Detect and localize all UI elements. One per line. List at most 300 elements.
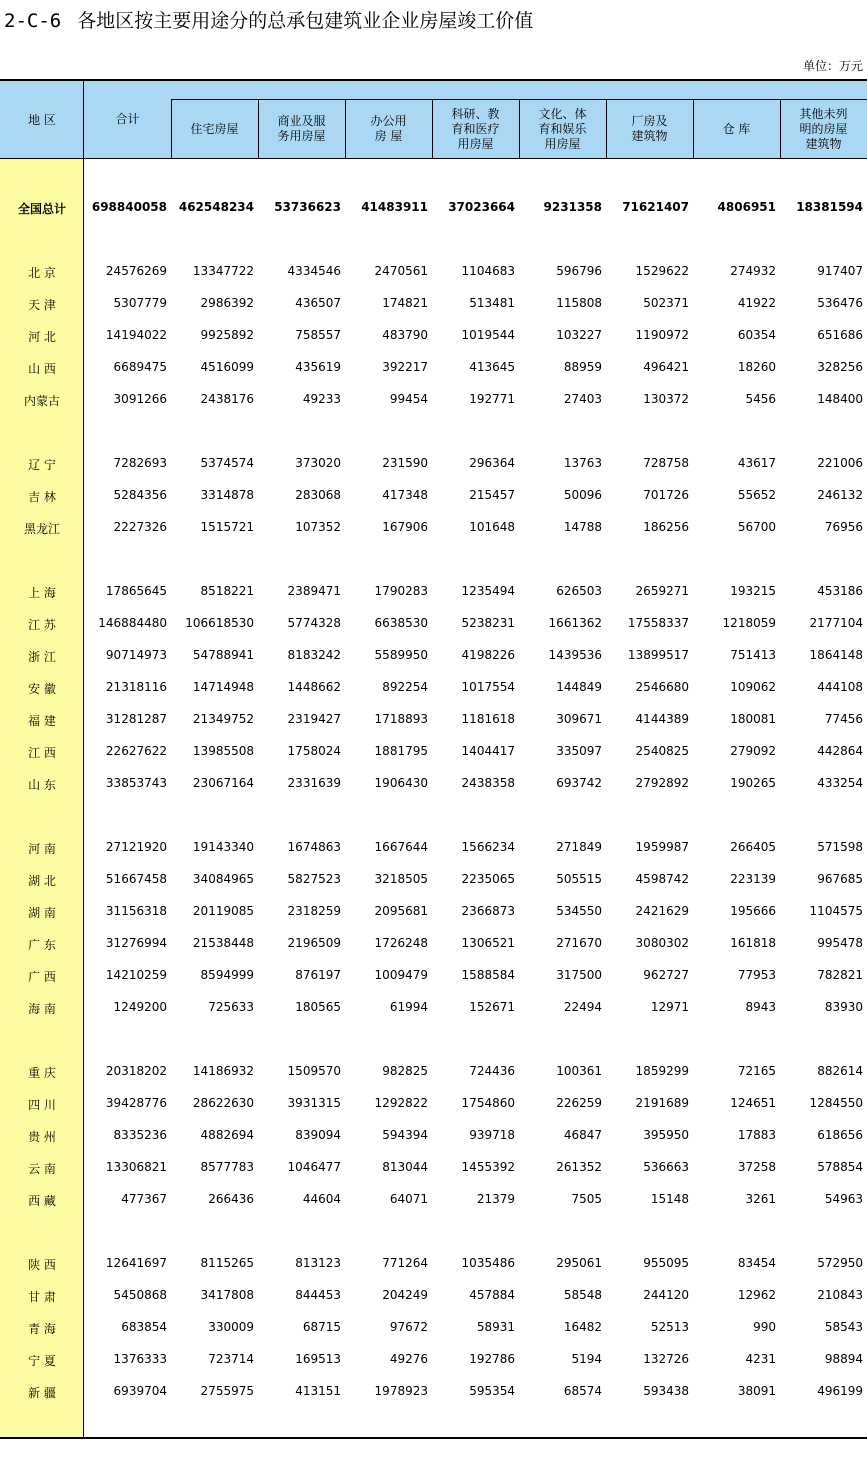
table-cell: 1881795	[374, 744, 428, 758]
table-cell: 68715	[302, 1320, 341, 1334]
table-cell: 98894	[824, 1352, 863, 1366]
table-cell: 8518221	[200, 584, 254, 598]
table-cell: 1790283	[374, 584, 428, 598]
table-cell: 174821	[382, 296, 428, 310]
table-cell: 5589950	[374, 648, 428, 662]
table-cell: 192786	[469, 1352, 515, 1366]
table-cell: 2986392	[200, 296, 254, 310]
table-cell: 195666	[730, 904, 776, 918]
table-cell: 8943	[745, 1000, 776, 1014]
table-cell: 4334546	[287, 264, 341, 278]
table-cell: 1190972	[635, 328, 689, 342]
table-cell: 1959987	[635, 840, 689, 854]
table-cell: 6689475	[113, 360, 167, 374]
table-cell: 49276	[389, 1352, 428, 1366]
table-cell: 31156318	[105, 904, 167, 918]
table-cell: 1104575	[809, 904, 863, 918]
table-cell: 132726	[643, 1352, 689, 1366]
header-region: 地 区	[28, 112, 56, 127]
region-name: 广 东	[28, 938, 56, 952]
table-cell: 571598	[817, 840, 863, 854]
header-vline	[258, 99, 259, 159]
table-cell: 1667644	[374, 840, 428, 854]
table-cell: 758557	[295, 328, 341, 342]
table-cell: 266436	[208, 1192, 254, 1206]
table-cell: 223139	[730, 872, 776, 886]
table-cell: 1181618	[461, 712, 515, 726]
table-cell: 2389471	[287, 584, 341, 598]
table-cell: 594394	[382, 1128, 428, 1142]
table-cell: 77953	[737, 968, 776, 982]
table-cell: 9925892	[200, 328, 254, 342]
table-cell: 266405	[730, 840, 776, 854]
table-cell: 8594999	[200, 968, 254, 982]
table-cell: 536663	[643, 1160, 689, 1174]
table-cell: 683854	[121, 1320, 167, 1334]
table-cell: 88959	[563, 360, 602, 374]
table-cell: 49233	[302, 392, 341, 406]
table-cell: 271670	[556, 936, 602, 950]
table-cell: 13985508	[192, 744, 254, 758]
table-cell: 109062	[730, 680, 776, 694]
table-cell: 27403	[563, 392, 602, 406]
table-row	[0, 965, 867, 985]
table-cell: 2792892	[635, 776, 689, 790]
table-row	[0, 645, 867, 665]
table-cell: 813123	[295, 1256, 341, 1270]
table-cell: 1758024	[287, 744, 341, 758]
table-cell: 505515	[556, 872, 602, 886]
table-cell: 83454	[737, 1256, 776, 1270]
table-cell: 457884	[469, 1288, 515, 1302]
table-cell: 115808	[556, 296, 602, 310]
table-cell: 1455392	[461, 1160, 515, 1174]
table-cell: 14788	[563, 520, 602, 534]
table-cell: 3417808	[200, 1288, 254, 1302]
table-cell: 12641697	[105, 1256, 167, 1270]
table-cell: 496199	[817, 1384, 863, 1398]
table-cell: 46847	[563, 1128, 602, 1142]
table-row	[0, 869, 867, 889]
table-cell: 83930	[824, 1000, 863, 1014]
table-cell: 37258	[737, 1160, 776, 1174]
table-cell: 1509570	[287, 1064, 341, 1078]
table-cell: 231590	[382, 456, 428, 470]
table-cell: 593438	[643, 1384, 689, 1398]
table-cell: 1249200	[113, 1000, 167, 1014]
table-cell: 1376333	[113, 1352, 167, 1366]
table-cell: 5450868	[113, 1288, 167, 1302]
table-cell: 892254	[382, 680, 428, 694]
table-cell: 3314878	[200, 488, 254, 502]
table-cell: 58548	[563, 1288, 602, 1302]
table-cell: 5774328	[287, 616, 341, 630]
table-cell: 12971	[650, 1000, 689, 1014]
region-name: 山 东	[28, 778, 56, 792]
table-cell: 8577783	[200, 1160, 254, 1174]
table-cell: 1754860	[461, 1096, 515, 1110]
table-cell: 413645	[469, 360, 515, 374]
table-row	[0, 933, 867, 953]
table-cell: 2235065	[461, 872, 515, 886]
table-cell: 60354	[737, 328, 776, 342]
table-cell: 2319427	[287, 712, 341, 726]
table-cell: 90714973	[105, 648, 167, 662]
table-row	[0, 1285, 867, 1305]
region-name: 重 庆	[28, 1066, 56, 1080]
table-cell: 1104683	[461, 264, 515, 278]
table-cell: 882614	[817, 1064, 863, 1078]
table-cell: 13306821	[105, 1160, 167, 1174]
table-cell: 14186932	[192, 1064, 254, 1078]
table-cell: 433254	[817, 776, 863, 790]
table-cell: 97672	[389, 1320, 428, 1334]
table-cell: 436507	[295, 296, 341, 310]
region-name: 新 疆	[28, 1386, 56, 1400]
table-cell: 100361	[556, 1064, 602, 1078]
region-name: 湖 北	[28, 874, 56, 888]
table-cell: 4144389	[635, 712, 689, 726]
header-warehouse: 仓 库	[722, 121, 751, 136]
table-cell: 9231358	[543, 200, 602, 214]
table-cell: 2421629	[635, 904, 689, 918]
table-cell: 23067164	[192, 776, 254, 790]
header-commercial: 商业及服 务用房屋	[277, 114, 326, 143]
region-name: 内蒙古	[23, 394, 60, 408]
table-row	[0, 773, 867, 793]
table-cell: 55652	[737, 488, 776, 502]
table-cell: 13347722	[192, 264, 254, 278]
table-cell: 876197	[295, 968, 341, 982]
table-cell: 4882694	[200, 1128, 254, 1142]
table-row	[0, 837, 867, 857]
region-name: 全国总计	[17, 202, 66, 216]
table-cell: 990	[753, 1320, 776, 1334]
table-row	[0, 1093, 867, 1113]
table-row	[0, 485, 867, 505]
table-cell: 813044	[382, 1160, 428, 1174]
table-cell: 1978923	[374, 1384, 428, 1398]
region-name: 浙 江	[28, 650, 56, 664]
table-cell: 4516099	[200, 360, 254, 374]
table-cell: 72165	[737, 1064, 776, 1078]
table-cell: 1448662	[287, 680, 341, 694]
table-cell: 19143340	[192, 840, 254, 854]
table-cell: 725633	[208, 1000, 254, 1014]
header-vline	[432, 99, 433, 159]
table-cell: 1404417	[461, 744, 515, 758]
table-cell: 626503	[556, 584, 602, 598]
table-cell: 28622630	[192, 1096, 254, 1110]
region-name: 天 津	[28, 298, 56, 312]
table-cell: 22627622	[105, 744, 167, 758]
table-cell: 417348	[382, 488, 428, 502]
table-cell: 844453	[295, 1288, 341, 1302]
table-cell: 2470561	[374, 264, 428, 278]
table-cell: 1046477	[287, 1160, 341, 1174]
table-title: 各地区按主要用途分的总承包建筑业企业房屋竣工价值	[77, 10, 534, 32]
table-row	[0, 453, 867, 473]
header-vline	[780, 99, 781, 159]
table-cell: 4231	[745, 1352, 776, 1366]
table-cell: 295061	[556, 1256, 602, 1270]
table-row	[0, 1061, 867, 1081]
table-row	[0, 1125, 867, 1145]
table-cell: 180565	[295, 1000, 341, 1014]
table-cell: 53736623	[274, 200, 341, 214]
table-row	[0, 293, 867, 313]
table-cell: 271849	[556, 840, 602, 854]
table-cell: 190265	[730, 776, 776, 790]
table-cell: 698840058	[91, 200, 167, 214]
table-cell: 192771	[469, 392, 515, 406]
table-cell: 1284550	[809, 1096, 863, 1110]
table-cell: 283068	[295, 488, 341, 502]
table-cell: 20119085	[192, 904, 254, 918]
table-cell: 2438176	[200, 392, 254, 406]
header-science: 科研、教 育和医疗 用房屋	[451, 106, 500, 151]
table-row	[0, 357, 867, 377]
table-cell: 76956	[824, 520, 863, 534]
table-cell: 328256	[817, 360, 863, 374]
table-cell: 6638530	[374, 616, 428, 630]
table-cell: 2540825	[635, 744, 689, 758]
table-cell: 61994	[389, 1000, 428, 1014]
table-cell: 180081	[730, 712, 776, 726]
table-cell: 221006	[817, 456, 863, 470]
table-cell: 4598742	[635, 872, 689, 886]
header-office: 办公用 房 屋	[370, 114, 407, 143]
table-cell: 31281287	[105, 712, 167, 726]
table-cell: 442864	[817, 744, 863, 758]
table-cell: 106618530	[185, 616, 254, 630]
region-name: 安 徽	[28, 682, 56, 696]
table-cell: 124651	[730, 1096, 776, 1110]
table-row	[0, 261, 867, 281]
table-row	[0, 997, 867, 1017]
table-cell: 68574	[563, 1384, 602, 1398]
table-cell: 536476	[817, 296, 863, 310]
table-cell: 144849	[556, 680, 602, 694]
table-cell: 2227326	[113, 520, 167, 534]
table-row	[0, 197, 867, 217]
table-cell: 39428776	[105, 1096, 167, 1110]
table-cell: 701726	[643, 488, 689, 502]
header-total: 合计	[115, 112, 140, 126]
table-cell: 3091266	[113, 392, 167, 406]
region-name: 山 西	[28, 362, 56, 376]
region-name: 广 西	[28, 970, 56, 984]
region-name: 贵 州	[28, 1130, 56, 1144]
table-cell: 751413	[730, 648, 776, 662]
region-name: 黑龙江	[23, 522, 60, 536]
table-row	[0, 325, 867, 345]
region-name: 辽 宁	[28, 458, 56, 472]
table-header	[0, 81, 867, 159]
table-cell: 58543	[824, 1320, 863, 1334]
table-cell: 392217	[382, 360, 428, 374]
region-name: 吉 林	[28, 490, 56, 504]
table-cell: 1035486	[461, 1256, 515, 1270]
table-cell: 279092	[730, 744, 776, 758]
region-name: 湖 南	[28, 906, 56, 920]
unit-label: 单位：万元	[802, 59, 863, 73]
table-cell: 33853743	[105, 776, 167, 790]
table-cell: 193215	[730, 584, 776, 598]
table-cell: 31276994	[105, 936, 167, 950]
table-row	[0, 1349, 867, 1369]
table-cell: 955095	[643, 1256, 689, 1270]
table-cell: 7505	[571, 1192, 602, 1206]
table-cell: 13763	[563, 456, 602, 470]
table-cell: 21349752	[192, 712, 254, 726]
table-cell: 578854	[817, 1160, 863, 1174]
table-cell: 41922	[737, 296, 776, 310]
table-cell: 226259	[556, 1096, 602, 1110]
table-cell: 982825	[382, 1064, 428, 1078]
table-cell: 2318259	[287, 904, 341, 918]
table-cell: 3218505	[374, 872, 428, 886]
bottom-border	[0, 1437, 867, 1439]
table-cell: 37023664	[448, 200, 515, 214]
page-title	[4, 6, 533, 33]
table-cell: 13899517	[627, 648, 689, 662]
region-name: 宁 夏	[28, 1354, 56, 1368]
table-cell: 728758	[643, 456, 689, 470]
table-cell: 2196509	[287, 936, 341, 950]
table-cell: 16482	[563, 1320, 602, 1334]
table-cell: 5456	[745, 392, 776, 406]
table-cell: 2331639	[287, 776, 341, 790]
region-name: 河 北	[28, 330, 56, 344]
table-cell: 77456	[824, 712, 863, 726]
table-cell: 2438358	[461, 776, 515, 790]
table-cell: 5827523	[287, 872, 341, 886]
region-name: 四 川	[28, 1098, 56, 1112]
table-cell: 41483911	[361, 200, 428, 214]
header-vline	[693, 99, 694, 159]
table-cell: 724436	[469, 1064, 515, 1078]
table-cell: 317500	[556, 968, 602, 982]
table-cell: 64071	[389, 1192, 428, 1206]
region-name: 北 京	[28, 266, 56, 280]
table-cell: 1718893	[374, 712, 428, 726]
table-cell: 21538448	[192, 936, 254, 950]
table-cell: 8115265	[200, 1256, 254, 1270]
table-cell: 962727	[643, 968, 689, 982]
table-cell: 1515721	[200, 520, 254, 534]
table-cell: 2755975	[200, 1384, 254, 1398]
table-cell: 17558337	[627, 616, 689, 630]
header-factory: 厂房及 建筑物	[631, 114, 668, 143]
table-cell: 261352	[556, 1160, 602, 1174]
table-cell: 2366873	[461, 904, 515, 918]
table-cell: 43617	[737, 456, 776, 470]
table-cell: 2095681	[374, 904, 428, 918]
table-cell: 1235494	[461, 584, 515, 598]
region-name: 陕 西	[28, 1258, 56, 1272]
header-culture: 文化、体 育和娱乐 用房屋	[538, 106, 587, 151]
header-vline	[519, 99, 520, 159]
table-row	[0, 517, 867, 537]
table-cell: 596796	[556, 264, 602, 278]
header-other: 其他未列 明的房屋 建筑物	[799, 106, 848, 151]
table-cell: 22494	[563, 1000, 602, 1014]
table-cell: 148400	[817, 392, 863, 406]
table-cell: 244120	[643, 1288, 689, 1302]
table-cell: 152671	[469, 1000, 515, 1014]
table-row	[0, 677, 867, 697]
table-cell: 167906	[382, 520, 428, 534]
table-cell: 595354	[469, 1384, 515, 1398]
table-cell: 52513	[650, 1320, 689, 1334]
table-cell: 107352	[295, 520, 341, 534]
table-cell: 572950	[817, 1256, 863, 1270]
table-cell: 1588584	[461, 968, 515, 982]
table-cell: 58931	[476, 1320, 515, 1334]
table-cell: 330009	[208, 1320, 254, 1334]
table-cell: 204249	[382, 1288, 428, 1302]
table-cell: 169513	[295, 1352, 341, 1366]
table-cell: 14194022	[105, 328, 167, 342]
table-cell: 2546680	[635, 680, 689, 694]
table-row	[0, 389, 867, 409]
table-cell: 1306521	[461, 936, 515, 950]
region-name: 江 苏	[28, 618, 56, 632]
table-row	[0, 1157, 867, 1177]
table-cell: 435619	[295, 360, 341, 374]
table-cell: 71621407	[622, 200, 689, 214]
table-cell: 723714	[208, 1352, 254, 1366]
table-cell: 7282693	[113, 456, 167, 470]
table-cell: 839094	[295, 1128, 341, 1142]
table-row	[0, 1381, 867, 1401]
table-cell: 3080302	[635, 936, 689, 950]
table-cell: 34084965	[192, 872, 254, 886]
header-vline	[171, 99, 172, 159]
table-cell: 309671	[556, 712, 602, 726]
table-cell: 5238231	[461, 616, 515, 630]
region-name: 青 海	[28, 1322, 56, 1336]
table-cell: 1529622	[635, 264, 689, 278]
table-cell: 18260	[737, 360, 776, 374]
table-cell: 1661362	[548, 616, 602, 630]
table-cell: 395950	[643, 1128, 689, 1142]
table-cell: 4198226	[461, 648, 515, 662]
table-cell: 210843	[817, 1288, 863, 1302]
table-cell: 1009479	[374, 968, 428, 982]
table-cell: 44604	[302, 1192, 341, 1206]
header-residential: 住宅房屋	[190, 121, 239, 136]
table-cell: 534550	[556, 904, 602, 918]
table-cell: 18381594	[796, 200, 863, 214]
table-cell: 618656	[817, 1128, 863, 1142]
table-cell: 1674863	[287, 840, 341, 854]
table-cell: 56700	[737, 520, 776, 534]
table-cell: 771264	[382, 1256, 428, 1270]
region-name: 海 南	[28, 1002, 56, 1016]
header-vline	[606, 99, 607, 159]
table-cell: 296364	[469, 456, 515, 470]
table-cell: 373020	[295, 456, 341, 470]
table-cell: 5374574	[200, 456, 254, 470]
table-cell: 14210259	[105, 968, 167, 982]
table-cell: 1292822	[374, 1096, 428, 1110]
table-cell: 50096	[563, 488, 602, 502]
table-cell: 967685	[817, 872, 863, 886]
table-cell: 186256	[643, 520, 689, 534]
table-cell: 1566234	[461, 840, 515, 854]
